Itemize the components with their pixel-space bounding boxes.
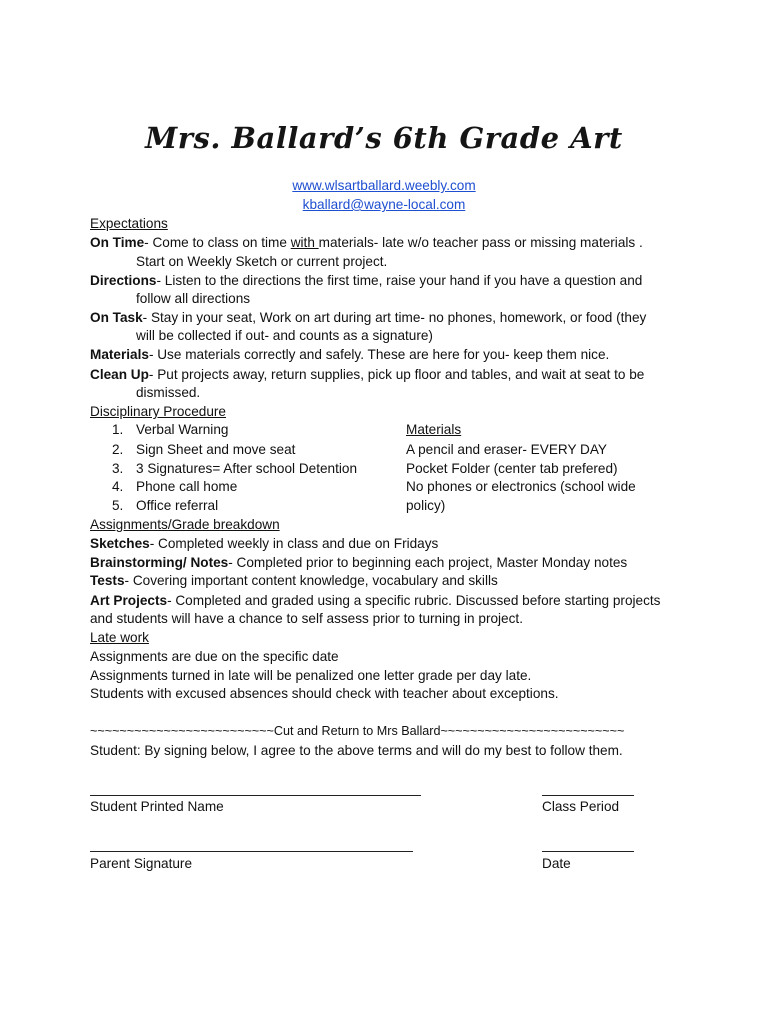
clean-up-line — [90, 366, 644, 384]
agreement-text: Student: By signing below, I agree to the above terms and will do my best to follow them. — [90, 743, 623, 758]
sketches-line — [90, 535, 438, 553]
student-name-line[interactable] — [90, 795, 421, 796]
on-task-line — [90, 309, 646, 327]
list-number: 5. — [112, 498, 124, 513]
art-projects-term: Art Projects — [90, 593, 168, 608]
list-number: 4. — [112, 479, 124, 494]
directions-text: - Listen to the directions the first time, raise your hand if you have a question and — [156, 273, 643, 288]
cut-line: ~~~~~~~~~~~~~~~~~~~~~~~~~Cut and Return to Mrs Ballard~~~~~~~~~~~~~~~~~~~~~~~~~ — [90, 724, 625, 738]
on-time-text-b: materials- late w/o teacher pass or missing materials . — [318, 235, 643, 250]
materials-item: Pocket Folder (center tab prefered) — [406, 461, 618, 476]
late-work-line: Assignments turned in late will be penalized one letter grade per day late. — [90, 668, 532, 683]
discipline-item — [112, 441, 123, 459]
tests-line — [90, 572, 498, 590]
late-work-heading: Late work — [90, 630, 149, 645]
discipline-heading: Disciplinary Procedure — [90, 404, 226, 419]
materials-term: Materials — [90, 347, 149, 362]
parent-signature-line[interactable] — [90, 851, 413, 852]
expectations-heading: Expectations — [90, 216, 168, 231]
brainstorming-text: - Completed prior to beginning each project, Master Monday notes — [228, 555, 628, 570]
discipline-item — [112, 497, 123, 515]
list-number: 3. — [112, 461, 124, 476]
discipline-item-text: 3 Signatures= After school Detention — [136, 461, 358, 476]
discipline-item — [112, 421, 123, 439]
website-link[interactable]: www.wlsartballard.weebly.com — [292, 178, 476, 193]
sketches-term: Sketches — [90, 536, 150, 551]
on-time-line — [90, 234, 643, 252]
clean-up-line-2: dismissed. — [136, 385, 201, 400]
materials-item: A pencil and eraser- EVERY DAY — [406, 442, 607, 457]
discipline-item-text: Sign Sheet and move seat — [136, 442, 296, 457]
discipline-item — [112, 478, 123, 496]
list-number: 1. — [112, 422, 124, 437]
directions-line — [90, 272, 642, 290]
materials-item: No phones or electronics (school wide — [406, 479, 636, 494]
brainstorming-line — [90, 554, 627, 572]
directions-line-2: follow all directions — [136, 291, 251, 306]
materials-item: policy) — [406, 498, 446, 513]
grades-heading: Assignments/Grade breakdown — [90, 517, 280, 532]
sketches-text: - Completed weekly in class and due on Fridays — [149, 536, 439, 551]
tests-term: Tests — [90, 573, 125, 588]
late-work-line: Students with excused absences should check with teacher about exceptions. — [90, 686, 559, 701]
on-time-line-2: Start on Weekly Sketch or current project. — [136, 254, 388, 269]
clean-up-text: - Put projects away, return supplies, pick up floor and tables, and wait at seat to be — [148, 367, 645, 382]
materials-rule-line — [90, 346, 609, 364]
class-period-label: Class Period — [542, 799, 620, 814]
student-name-label: Student Printed Name — [90, 799, 224, 814]
date-line[interactable] — [542, 851, 634, 852]
clean-up-term: Clean Up — [90, 367, 149, 382]
tests-text: - Covering important content knowledge, vocabulary and skills — [124, 573, 498, 588]
art-projects-line-2: and students will have a chance to self assess prior to turning in project. — [90, 611, 523, 626]
on-time-with: with — [290, 235, 319, 250]
on-task-text: - Stay in your seat, Work on art during art time- no phones, homework, or food (they — [142, 310, 647, 325]
date-label: Date — [542, 856, 571, 871]
on-time-term: On Time — [90, 235, 145, 250]
materials-heading: Materials — [406, 422, 462, 437]
class-period-line[interactable] — [542, 795, 634, 796]
discipline-item-text: Verbal Warning — [136, 422, 229, 437]
art-projects-line — [90, 592, 660, 610]
discipline-item-text: Phone call home — [136, 479, 238, 494]
email-link[interactable]: kballard@wayne-local.com — [302, 197, 466, 212]
discipline-item-text: Office referral — [136, 498, 219, 513]
on-task-term: On Task — [90, 310, 143, 325]
page-title: Mrs. Ballard’s 6th Grade Art — [145, 121, 623, 155]
art-projects-text: - Completed and graded using a specific rubric. Discussed before starting projects — [167, 593, 661, 608]
directions-term: Directions — [90, 273, 157, 288]
parent-signature-label: Parent Signature — [90, 856, 193, 871]
brainstorming-term: Brainstorming/ Notes — [90, 555, 229, 570]
late-work-line: Assignments are due on the specific date — [90, 649, 339, 664]
on-time-text-a: - Come to class on time — [144, 235, 291, 250]
list-number: 2. — [112, 442, 124, 457]
on-task-line-2: will be collected if out- and counts as a signature) — [136, 328, 433, 343]
discipline-item — [112, 460, 123, 478]
materials-text: - Use materials correctly and safely. These are here for you- keep them nice. — [148, 347, 610, 362]
